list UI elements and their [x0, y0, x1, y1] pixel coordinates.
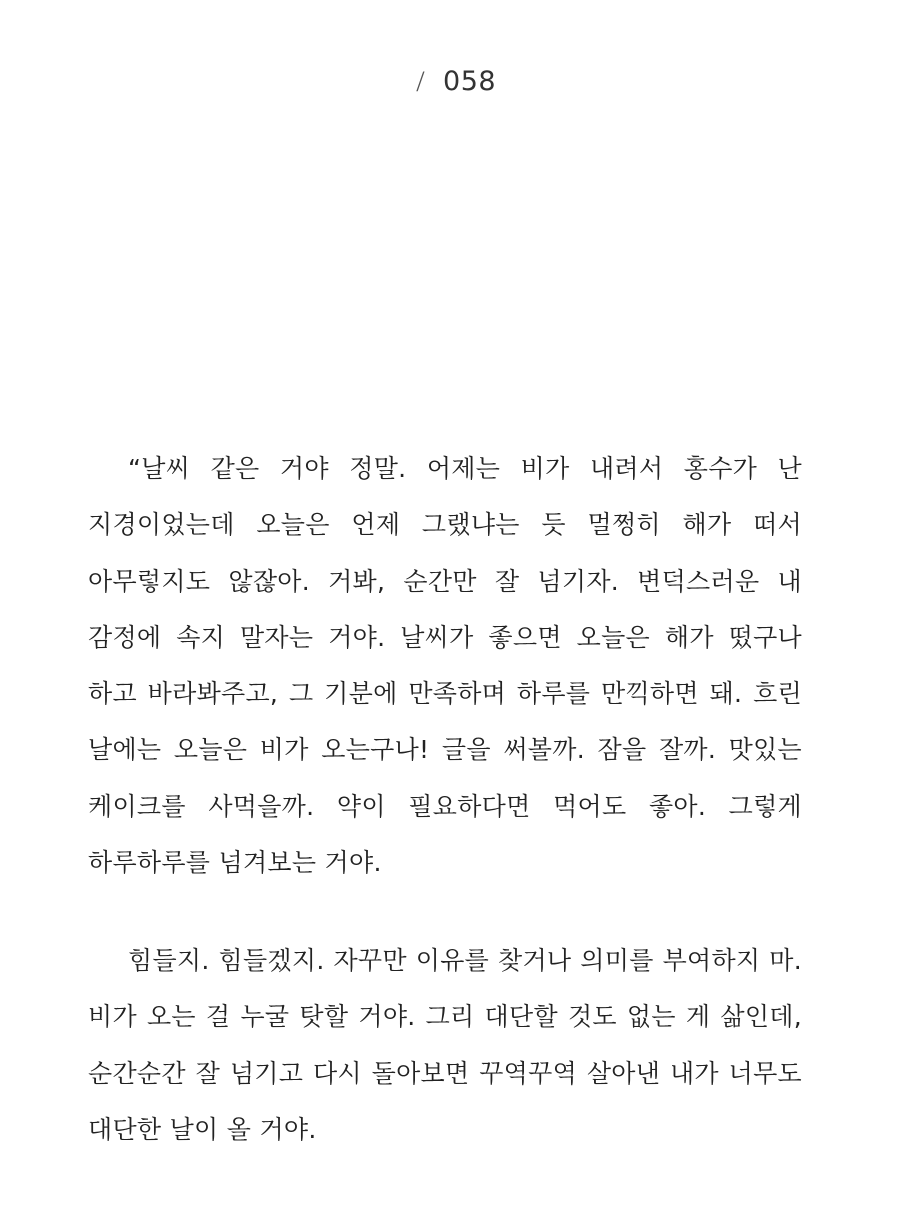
- page-number: 058: [443, 66, 497, 97]
- page-header: [0, 62, 912, 102]
- paragraph-2: 힘들지. 힘들겠지. 자꾸만 이유를 찾거나 의미를 부여하지 마. 비가 오는 걸 누굴 탓할 거야. 그리 대단할 것도 없는 게 삶인데, 순간순간 잘 넘기고 다시 돌아보면 꾸역꾸역 살아낸 내가 너무도 대단한 날이 올 거야.: [88, 946, 802, 1144]
- paragraph-2-block: [88, 933, 802, 1158]
- header-slash: /: [415, 67, 426, 96]
- paragraph-1: “날씨 같은 거야 정말. 어제는 비가 내려서 홍수가 난 지경이었는데 오늘은 언제 그랬냐는 듯 멀쩡히 해가 떠서 아무렇지도 않잖아. 거봐, 순간만 잘 넘기자. 변덕스러운 내 감정에 속지 말자는 거야. 날씨가 좋으면 오늘은 해가 떴구나 하고 바라봐주고, 그 기분에 만족하며 하루를 만끽하면 돼. 흐린 날에는 오늘은 비가 오는구나! 글을 써볼까. 잠을 잘까. 맛있는 케이크를 사먹을까. 약이 필요하다면 먹어도 좋아. 그렇게 하루하루를 넘겨보는 거야.: [88, 454, 802, 878]
- paragraph-1-block: [88, 441, 802, 891]
